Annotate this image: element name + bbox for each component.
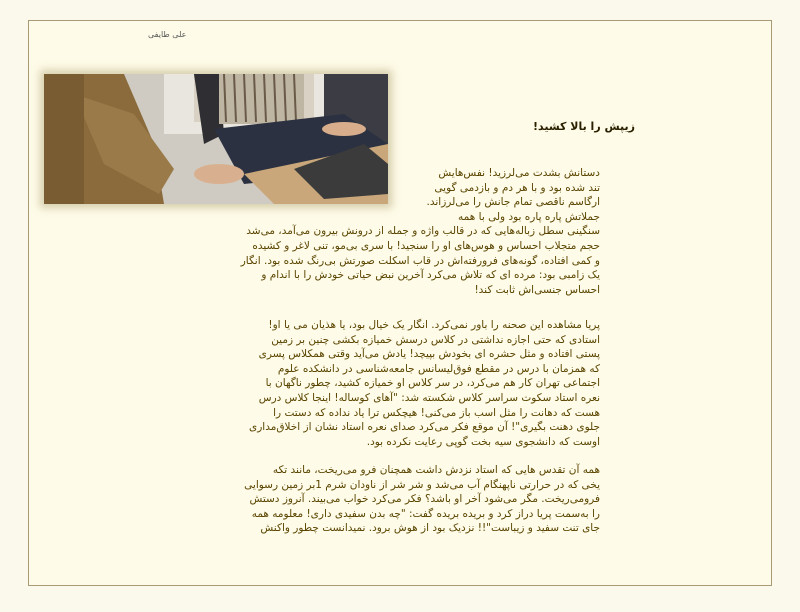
paragraph-line: پستی افتاده و مثل حشره ای بخودش بپیچد! یادش می‌آید وقتی همکلاس پسری [258,348,600,361]
paragraph-line: یک زامبی بود: مرده ای که تلاش می‌کرد آخرین نبض حیاتی خودش را با اندام و [261,269,600,282]
paragraph-line: احساس جنسی‌اش ثابت کند! [474,283,600,296]
paragraph-line: که همزمان با درس در مقطع فوق‌لیسانس جامعه‌شناسی در دانشکده علوم [277,362,600,375]
paragraph-line: فرومی‌ریخت. مگر می‌شود آخر او باشد؟ فکر می‌کرد خواب می‌بیند. آنروز دستش [249,493,600,506]
paragraph-2 [44,318,600,449]
paragraph-line: پریا مشاهده این صحنه را باور نمی‌کرد. انگار یک خیال بود، یا هذیان می یا او! [268,319,600,331]
paragraph-line: حجم متجلاب احساس و هوس‌های او را سنجید! با سری بی‌مو، تنی لاغر و کشیده [252,239,600,252]
paragraph-line: جلوی دهنت بگیری"! آن موقع فکر می‌کرد صدای نعره استاد نشان از اخلاق‌مداری [249,421,600,434]
paragraph-line: نعره استاد سکوت سراسر کلاس شکسته شد: "آهای کوساله! اینجا کلاس درس [258,391,600,404]
author-name: علی طایفی [148,30,187,39]
paragraph-1 [44,166,600,297]
paragraph-line: ارگاسم ناقصی تمام جانش را می‌لرزاند. [426,196,600,209]
paragraph-line: یخی که در حرارتی ناپهنگام آب می‌شد و شر شر از ناودان شرم 1بر زمین رسوایی [244,478,600,491]
paragraph-line: استادی که حتی اجازه نداشتی در کلاس درسش خمیازه بکشی چنین بر زمین [271,333,600,346]
paragraph-line: اجتماعی تهران کار هم می‌کرد، در سر کلاس او خمیازه کشید، چطور ناگهان با [265,377,600,390]
paragraph-line: هست که دهانت را مثل اسب باز می‌کنی! هیچکس ترا یاد نداده که دستت را [273,406,600,419]
paragraph-line: اوست که دانشجوی سیه بخت گوپی رعایت نکرده بود. [366,435,600,448]
paragraph-3 [44,463,600,536]
paragraph-line: جملاتش پاره پاره بود ولی با همه [458,210,600,223]
paragraph-line: تند شده بود و با هر دم و بازدمی گویی [434,181,600,194]
paragraph-line: را به‌سمت پریا دراز کرد و بریده بریده گفت: "چه بدن سفیدی داری! معلومه همه [251,507,600,520]
paragraph-line: همه آن تقدس هایی که استاد نزدش داشت همچنان فرو می‌ریخت، مانند تکه [272,464,600,476]
paragraph-line: دستانش بشدت می‌لرزید! نفس‌هایش [438,167,600,179]
paragraph-line: سنگینی سطل زباله‌هایی که در قالب واژه و جمله از درونش بیرون می‌آمد، می‌شد [246,225,600,238]
paragraph-line: و کمی افتاده، گونه‌های فرورفته‌اش در قاب اسکلت صورتش بی‌رنگ شده بود. انگار [240,254,600,267]
paragraph-line: جای تنت سفید و زیباست"!! نزدیک بود از هوش برود. نمیدانست چطور واکنش [260,522,600,535]
article-title: زیپش را بالا کشید! [533,120,635,133]
